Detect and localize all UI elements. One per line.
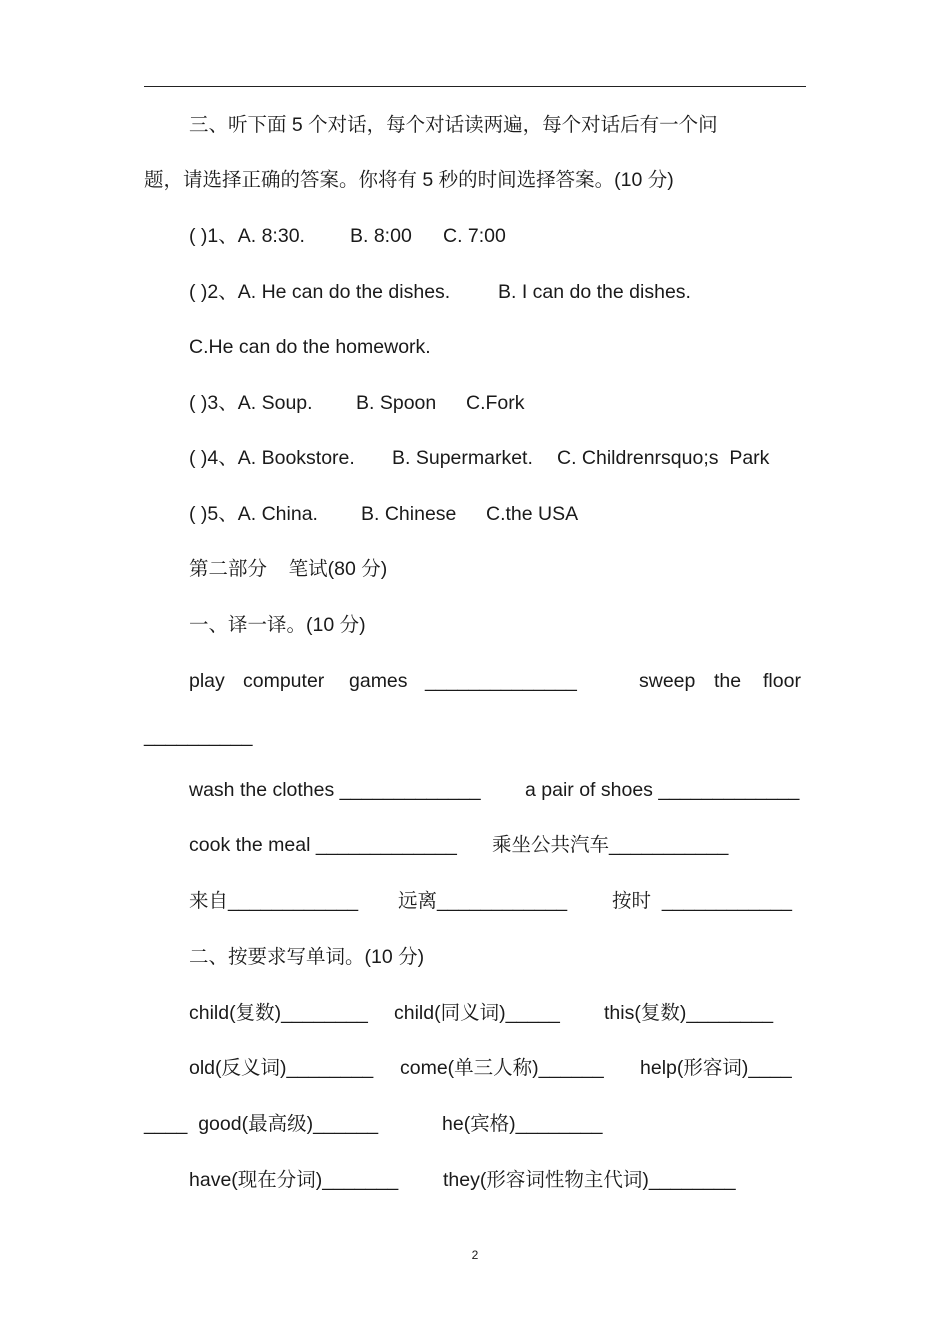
text-segment: floor [763, 670, 801, 692]
text-line [0, 666, 950, 696]
text-segment: child(复数)________ [189, 1002, 368, 1024]
text-segment: 二、按要求写单词。(10 分) [189, 946, 425, 968]
text-segment: cook the meal _____________ [189, 834, 457, 856]
text-line [0, 554, 950, 584]
text-segment: 题，请选择正确的答案。你将有 5 秒的时间选择答案。(10 分) [144, 169, 674, 191]
text-segment: B. I can do the dishes. [498, 281, 691, 303]
text-line [0, 886, 950, 916]
text-segment: a pair of shoes _____________ [525, 779, 800, 801]
text-segment: wash the clothes _____________ [189, 779, 481, 801]
text-segment: 按时 ____________ [612, 890, 792, 912]
text-segment: they(形容词性物主代词)________ [443, 1169, 736, 1191]
text-segment: 三、听下面 5 个对话，每个对话读两遍，每个对话后有一个问 [189, 114, 718, 136]
text-segment: C. Childrenrsquo;s Park [557, 447, 770, 469]
text-segment: games [349, 670, 408, 692]
text-segment: 远离____________ [398, 890, 568, 912]
text-segment: child(同义词)_____ [394, 1002, 560, 1024]
text-segment: __________ [144, 725, 253, 747]
text-line [0, 165, 950, 195]
text-segment: this(复数)________ [604, 1002, 774, 1024]
text-line [0, 221, 950, 251]
text-segment: C.the USA [486, 503, 579, 525]
text-line [0, 610, 950, 640]
text-line [0, 830, 950, 860]
text-segment: ( )2、A. He can do the dishes. [189, 281, 451, 303]
text-line [0, 499, 950, 529]
text-segment: sweep [639, 670, 696, 692]
text-line [0, 1053, 950, 1083]
text-segment: computer [243, 670, 325, 692]
text-segment: come(单三人称)______ [400, 1057, 604, 1079]
text-segment: have(现在分词)_______ [189, 1169, 399, 1191]
text-line [0, 388, 950, 418]
text-line [0, 332, 950, 362]
text-line [0, 1109, 950, 1139]
text-segment: ______________ [425, 670, 577, 692]
text-segment: 乘坐公共汽车___________ [492, 834, 729, 856]
text-line [0, 775, 950, 805]
page-number: 2 [471, 1248, 479, 1262]
text-segment: he(宾格)________ [442, 1113, 603, 1135]
text-segment: ( )4、A. Bookstore. [189, 447, 355, 469]
text-segment: ____ good(最高级)______ [144, 1113, 379, 1135]
text-segment: B. Supermarket. [392, 447, 533, 469]
text-segment: 一、译一译。(10 分) [189, 614, 366, 636]
text-segment: C.He can do the homework. [189, 336, 431, 358]
text-segment: C. 7:00 [443, 225, 506, 247]
text-segment: B. Chinese [361, 503, 457, 525]
text-segment: help(形容词)____ [640, 1057, 792, 1079]
text-line [0, 998, 950, 1028]
text-segment: ( )3、A. Soup. [189, 392, 313, 414]
text-line [0, 277, 950, 307]
text-segment: old(反义词)________ [189, 1057, 374, 1079]
text-line [0, 443, 950, 473]
header-rule [144, 86, 806, 87]
text-segment: 第二部分 笔试(80 分) [189, 558, 388, 580]
text-segment: ( )1、A. 8:30. [189, 225, 305, 247]
text-segment: C.Fork [466, 392, 525, 414]
text-line [0, 110, 950, 140]
text-segment: play [189, 670, 225, 692]
text-line [0, 1165, 950, 1195]
text-segment: ( )5、A. China. [189, 503, 318, 525]
text-segment: the [714, 670, 742, 692]
text-line [0, 942, 950, 972]
text-segment: 来自____________ [189, 890, 359, 912]
text-segment: B. Spoon [356, 392, 437, 414]
text-segment: B. 8:00 [350, 225, 412, 247]
text-line [0, 721, 950, 751]
